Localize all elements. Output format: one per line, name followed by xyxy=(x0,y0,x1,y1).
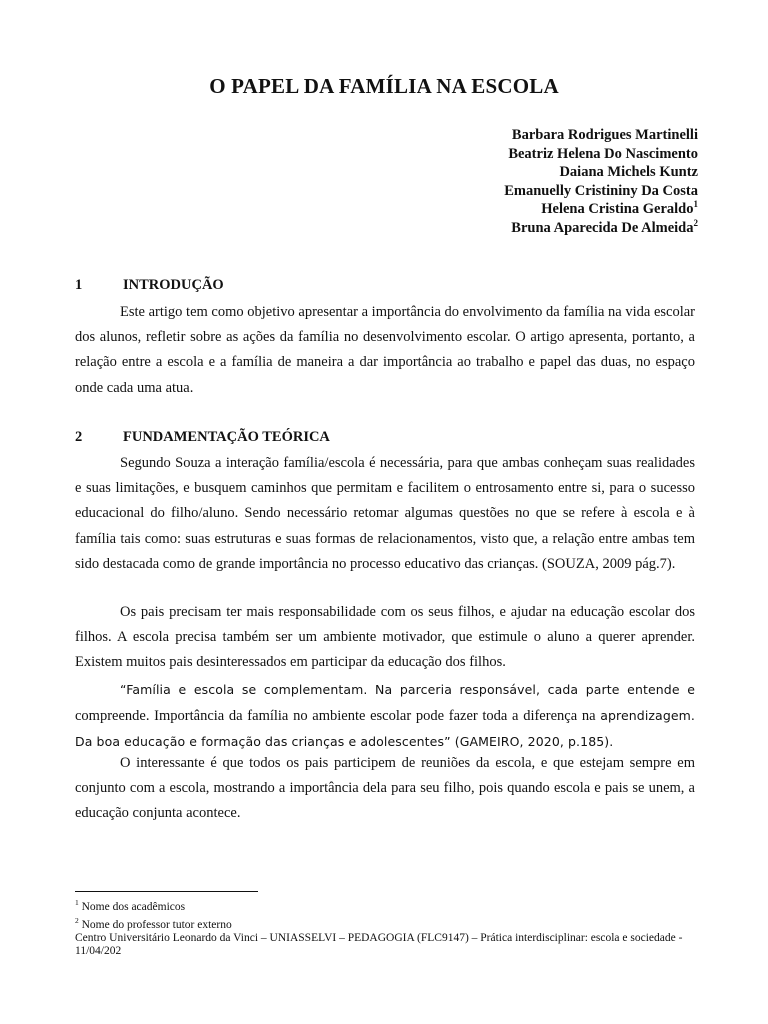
footnote: $^2$ Nome do professor tutor externo xyxy=(75,915,232,931)
author-name: Daiana Michels Kuntz xyxy=(559,164,698,180)
author-name: Beatriz Helena Do Nascimento xyxy=(508,145,698,162)
section-heading-fundamentacao: 2 FUNDAMENTAÇÃO TEÓRICA xyxy=(75,429,330,445)
paragraph-quote xyxy=(75,677,695,756)
quote-line: aprendizagem. Da boa educação e formação das crianças e adolescentes” (GAMEIRO, 2020, p.185). xyxy=(75,708,695,750)
author-list xyxy=(504,126,698,237)
paragraph-pais: Os pais precisam ter mais responsabilidade com os seus filhos, e ajudar na educação escolar dos filhos. A escola precisa também ser um ambiente motivador, que estimule o aluno a querer aprender. Existem muitos pais desinteressados em participar da educação dos filhos. xyxy=(75,604,695,671)
quote-line: compreende. Importância da família no ambiente escolar pode fazer toda a diferença na xyxy=(75,708,596,725)
section-heading-introducao: 1 INTRODUÇÃO xyxy=(75,277,224,293)
footer-text: Centro Universitário Leonardo da Vinci – UNIASSELVI – PEDAGOGIA (FLC9147) – Prática interdisciplinar: escola e sociedade - 11/04/202 xyxy=(75,931,683,957)
author-name: Emanuelly Cristininy Da Costa xyxy=(504,182,698,199)
paragraph-final: O interessante é que todos os pais participem de reuniões da escola, e que estejam sempre em conjunto com a escola, mostrando a importância dela para seu filho, pois quando escola e pais se unem, a educação conjunta acontece. xyxy=(75,755,695,822)
footnotes xyxy=(75,896,695,958)
quote-line: “Família e escola se complementam. Na parceria responsável, cada parte entende e xyxy=(120,682,695,697)
author-name: Barbara Rodrigues Martinelli xyxy=(511,127,698,143)
footnote: $^1$ Nome dos acadêmicos xyxy=(75,898,186,913)
document-title: O PAPEL DA FAMÍLIA NA ESCOLA xyxy=(209,74,559,98)
author-name: Helena Cristina Geraldo$^1$ xyxy=(541,199,698,217)
paragraph-souza: Segundo Souza a interação família/escola é necessária, para que ambas conheçam suas realidades e suas limitações, e busquem caminhos que permitam e facilitem o entrosamento entre si, para o sucesso educacional do filho/aluno. Sendo necessário retomar algumas questões no que se refere à escola e à família tais como: suas estruturas e suas formas de relacionamentos, visto que, a relação entre ambas tem sido destacada como de grande importância no processo educativo das crianças. (SOUZA, 2009 pág.7). xyxy=(75,455,695,572)
author-name: Bruna Aparecida De Almeida$^2$ xyxy=(511,217,698,236)
paragraph-introducao: Este artigo tem como objetivo apresentar a importância do envolvimento da família na vida escolar dos alunos, refletir sobre as ações da família no desenvolvimento escolar. O artigo apresenta, portanto, a relação entre a escola e a família de maneira a dar importância ao trabalho e papel das duas, no espaço onde cada uma atua. xyxy=(75,304,695,396)
footnote-divider xyxy=(75,891,258,892)
